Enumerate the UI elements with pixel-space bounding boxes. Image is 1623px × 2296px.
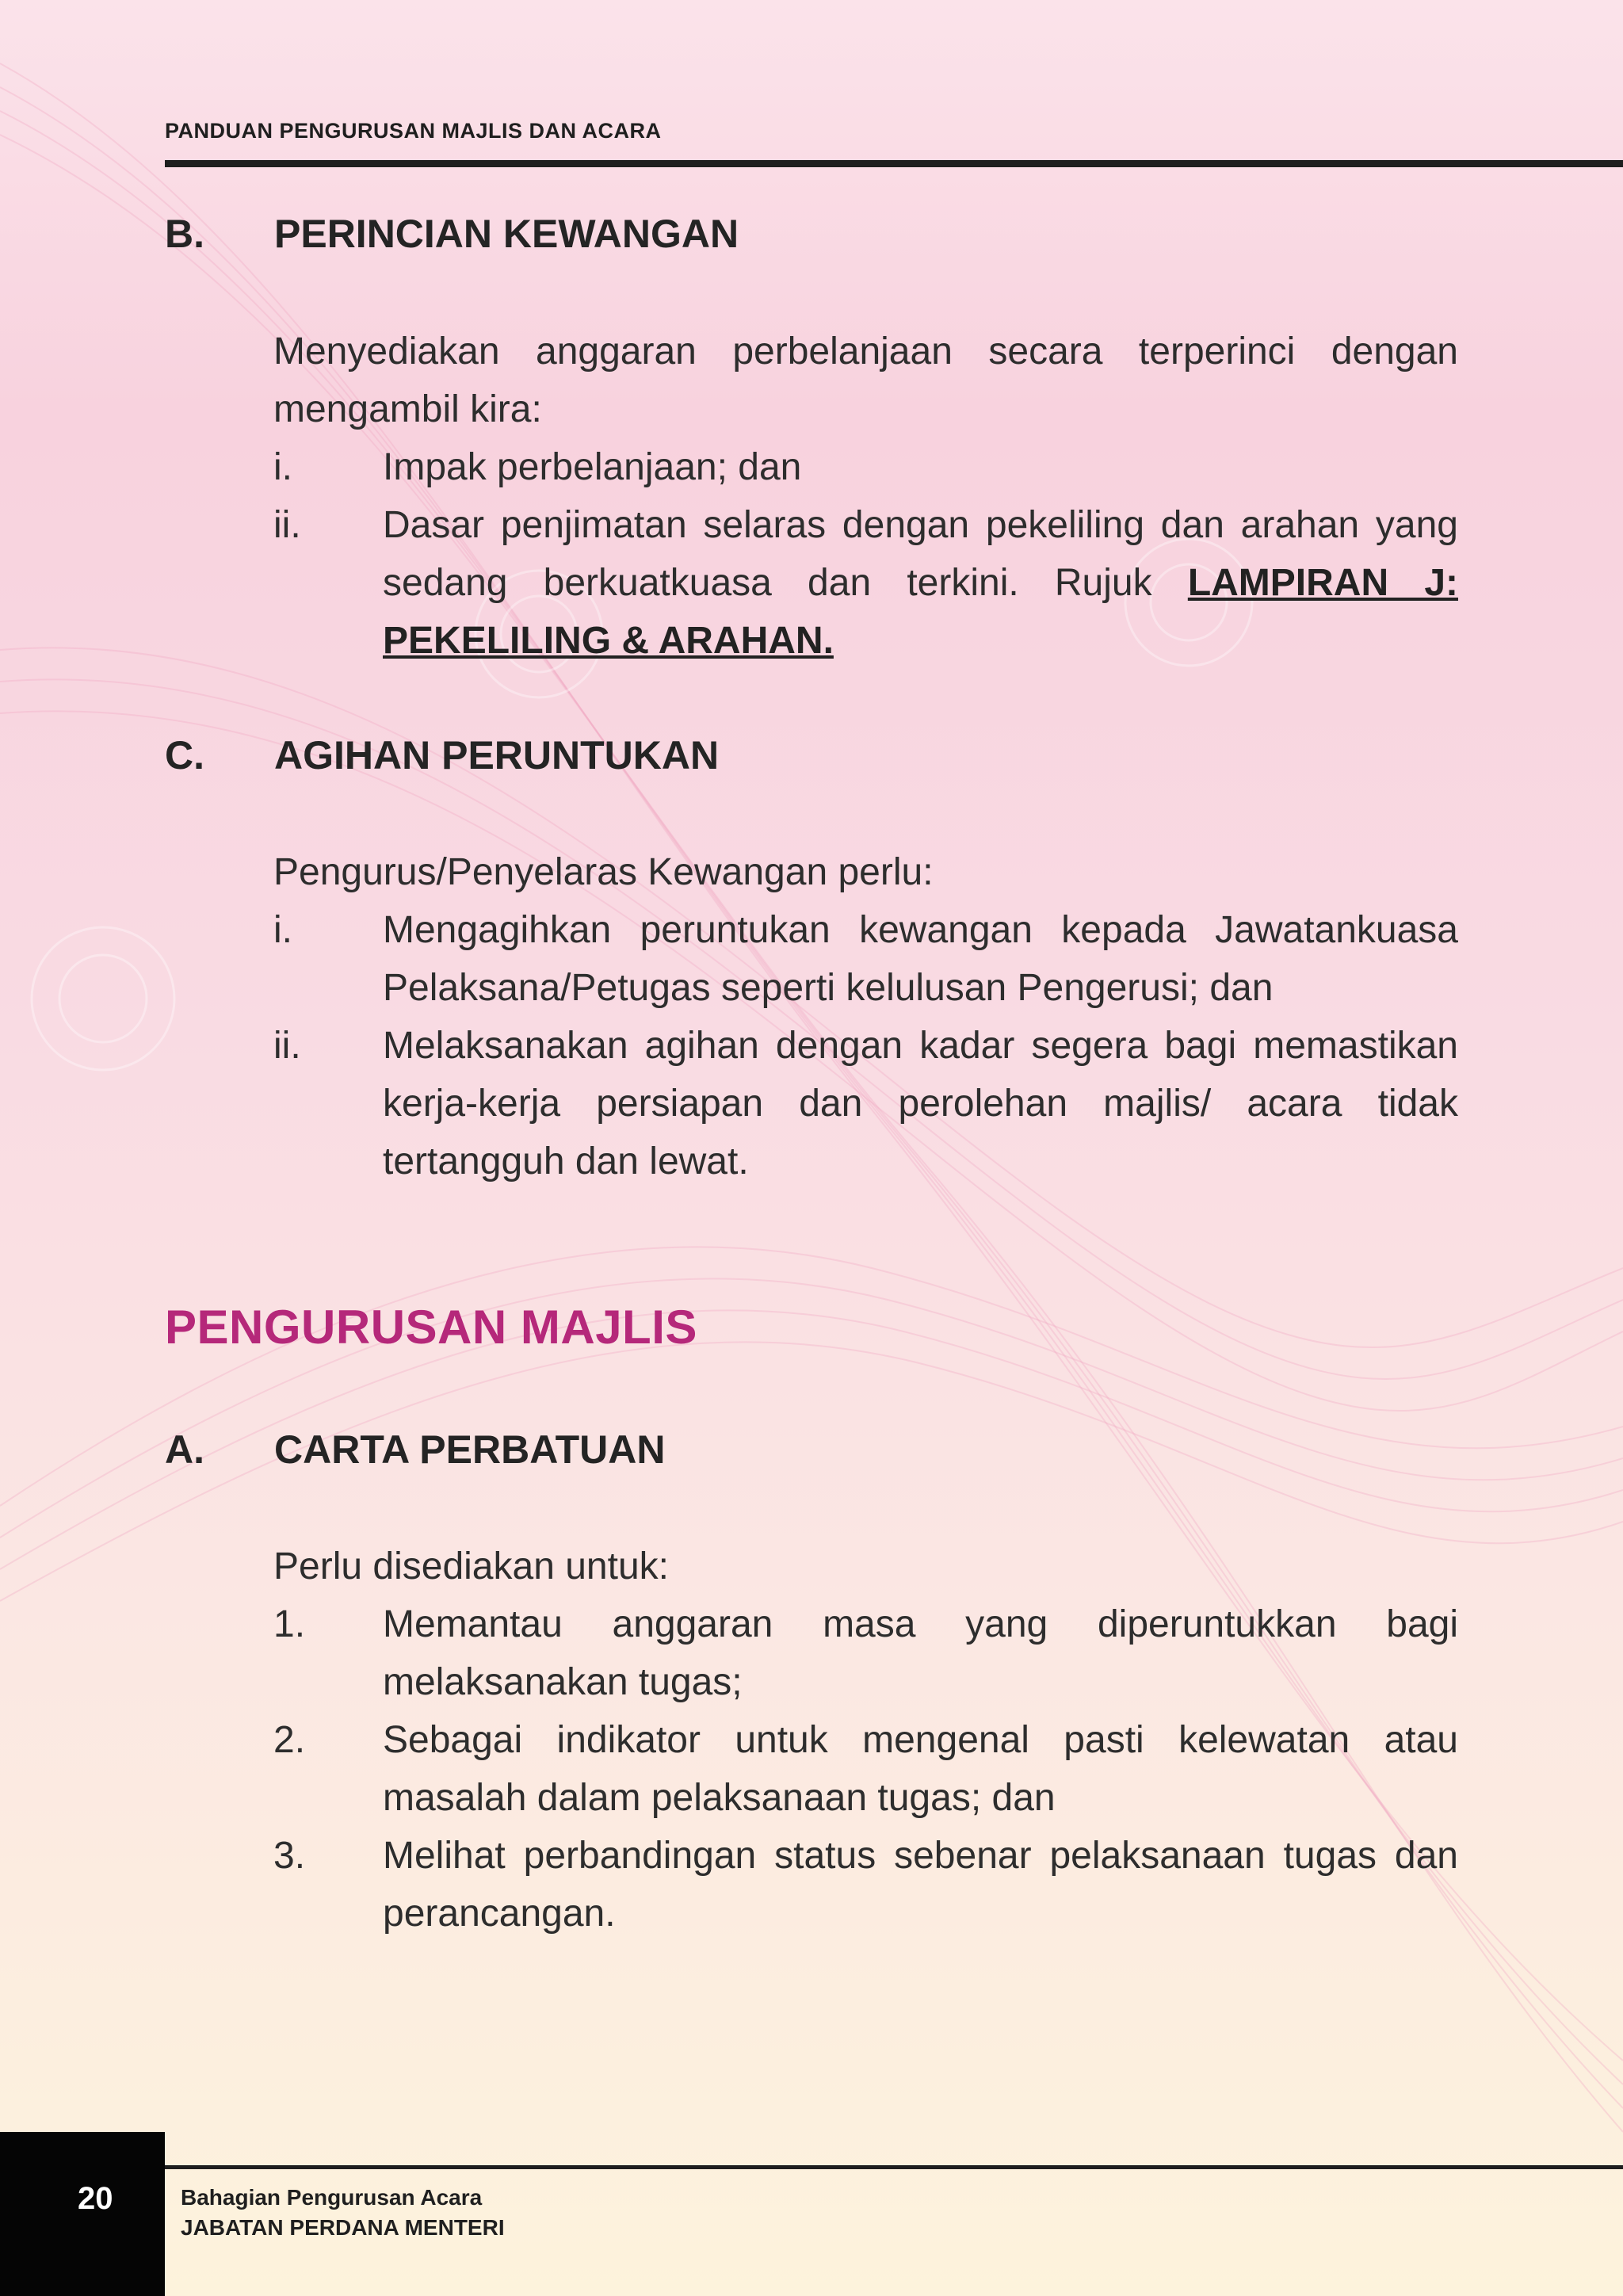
list-item-number: ii. bbox=[273, 1025, 301, 1067]
lampiran-j-link[interactable]: LAMPIRAN J: PEKELILING & ARAHAN. bbox=[383, 562, 1458, 662]
footer-organization: JABATAN PERDANA MENTERI bbox=[181, 2215, 505, 2240]
section-c-title: AGIHAN PERUNTUKAN bbox=[274, 733, 720, 777]
section-b-intro: Menyediakan anggaran perbelanjaan secara terperinci dengan mengambil kira: bbox=[273, 330, 1458, 430]
list-item-number: 1. bbox=[273, 1603, 306, 1645]
section-a-heading bbox=[165, 1427, 665, 1473]
section-c-body bbox=[273, 843, 1458, 1190]
footer-department: Bahagian Pengurusan Acara bbox=[181, 2185, 483, 2210]
section-b-title: PERINCIAN KEWANGAN bbox=[274, 212, 739, 256]
page-number: 20 bbox=[78, 2181, 113, 2216]
section-c-heading bbox=[165, 732, 719, 778]
list-item-number: i. bbox=[273, 909, 292, 951]
footer-credit bbox=[181, 2183, 505, 2243]
page-number-box bbox=[0, 2132, 165, 2296]
section-a-body bbox=[273, 1538, 1458, 1943]
section-a-letter: A. bbox=[165, 1427, 204, 1472]
list-item-number: 3. bbox=[273, 1835, 306, 1877]
list-item-number: ii. bbox=[273, 504, 301, 546]
list-item bbox=[273, 1827, 1458, 1943]
section-title: PENGURUSAN MAJLIS bbox=[165, 1301, 697, 1354]
list-item bbox=[273, 1711, 1458, 1827]
list-item-number: 2. bbox=[273, 1719, 306, 1761]
footer-rule bbox=[165, 2165, 1623, 2169]
list-item-number: i. bbox=[273, 446, 292, 488]
list-item bbox=[273, 901, 1458, 1017]
running-header: PANDUAN PENGURUSAN MAJLIS DAN ACARA bbox=[165, 119, 662, 143]
list-item-text: Dasar penjimatan selaras dengan pekeliling dan arahan yang sedang berkuatkuasa dan terkini. Rujuk bbox=[383, 504, 1458, 604]
list-item-text: Sebagai indikator untuk mengenal pasti kelewatan atau masalah dalam pelaksanaan tugas; dan bbox=[383, 1719, 1458, 1819]
section-a-title: CARTA PERBATUAN bbox=[274, 1427, 666, 1472]
section-c-intro: Pengurus/Penyelaras Kewangan perlu: bbox=[273, 851, 934, 893]
list-item-text: Impak perbelanjaan; dan bbox=[383, 446, 802, 488]
header-rule bbox=[165, 160, 1623, 167]
list-item bbox=[273, 438, 1458, 496]
list-item-text: Melaksanakan agihan dengan kadar segera bagi memastikan kerja-kerja persiapan dan perolehan majlis/ acara tidak tertangguh dan lewat. bbox=[383, 1025, 1458, 1182]
section-a-intro: Perlu disediakan untuk: bbox=[273, 1545, 669, 1587]
list-item bbox=[273, 1017, 1458, 1190]
section-b-heading bbox=[165, 211, 739, 257]
section-b-body bbox=[273, 323, 1458, 670]
list-item bbox=[273, 496, 1458, 670]
section-b-letter: B. bbox=[165, 212, 204, 256]
list-item-text: Memantau anggaran masa yang diperuntukkan bagi melaksanakan tugas; bbox=[383, 1603, 1458, 1703]
list-item bbox=[273, 1595, 1458, 1711]
section-c-letter: C. bbox=[165, 733, 204, 777]
list-item-text: Melihat perbandingan status sebenar pelaksanaan tugas dan perancangan. bbox=[383, 1835, 1458, 1935]
list-item-text: Mengagihkan peruntukan kewangan kepada Jawatankuasa Pelaksana/Petugas seperti kelulusan Pengerusi; dan bbox=[383, 909, 1458, 1009]
